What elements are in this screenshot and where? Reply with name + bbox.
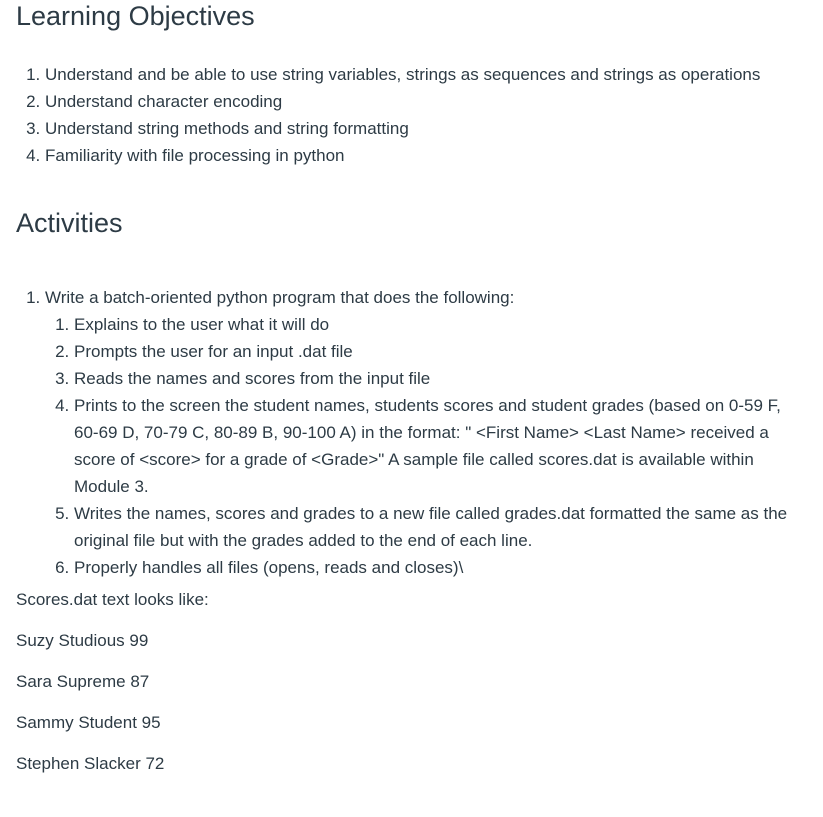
objective-item: 2. Understand character encoding (45, 88, 806, 115)
objective-item: 1. Understand and be able to use string variables, strings as sequences and strings as operations (45, 61, 806, 88)
subtask-item: 5. Writes the names, scores and grades to a new file called grades.dat formatted the same as the original file but with the grades added to the end of each line. (74, 500, 806, 554)
activities-heading: Activities (16, 208, 123, 238)
sample-data-line: Suzy Studious 99 (16, 631, 149, 650)
objective-item: 4. Familiarity with file processing in python (45, 142, 806, 169)
subtask-item: 1. Explains to the user what it will do (74, 311, 806, 338)
subtasks-list (45, 311, 806, 581)
objective-item: 3. Understand string methods and string formatting (45, 115, 806, 142)
subtask-item: 4. Prints to the screen the student names, students scores and student grades (based on 0-59 F, 60-69 D, 70-79 C, 80-89 B, 90-100 A) in the format: " <First Name> <Last Name> received a score of <score> for a grade of <Grade>" A sample file called scores.dat is available within Module 3. (74, 392, 806, 500)
objectives-list (16, 61, 806, 169)
sample-intro-text: Scores.dat text looks like: (16, 590, 209, 609)
sample-data-line: Sara Supreme 87 (16, 672, 150, 691)
subtask-item: 2. Prompts the user for an input .dat file (74, 338, 806, 365)
activities-list (16, 284, 806, 581)
activity-main-task: Write a batch-oriented python program that does the following: (45, 288, 515, 307)
sample-data-line: Stephen Slacker 72 (16, 754, 165, 773)
subtask-item: 3. Reads the names and scores from the input file (74, 365, 806, 392)
sample-data-line: Sammy Student 95 (16, 713, 161, 732)
learning-objectives-heading: Learning Objectives (16, 1, 255, 31)
subtask-item: 6. Properly handles all files (opens, reads and closes)\ (74, 554, 806, 581)
assignment-content (16, 0, 806, 777)
activity-item (45, 284, 806, 581)
